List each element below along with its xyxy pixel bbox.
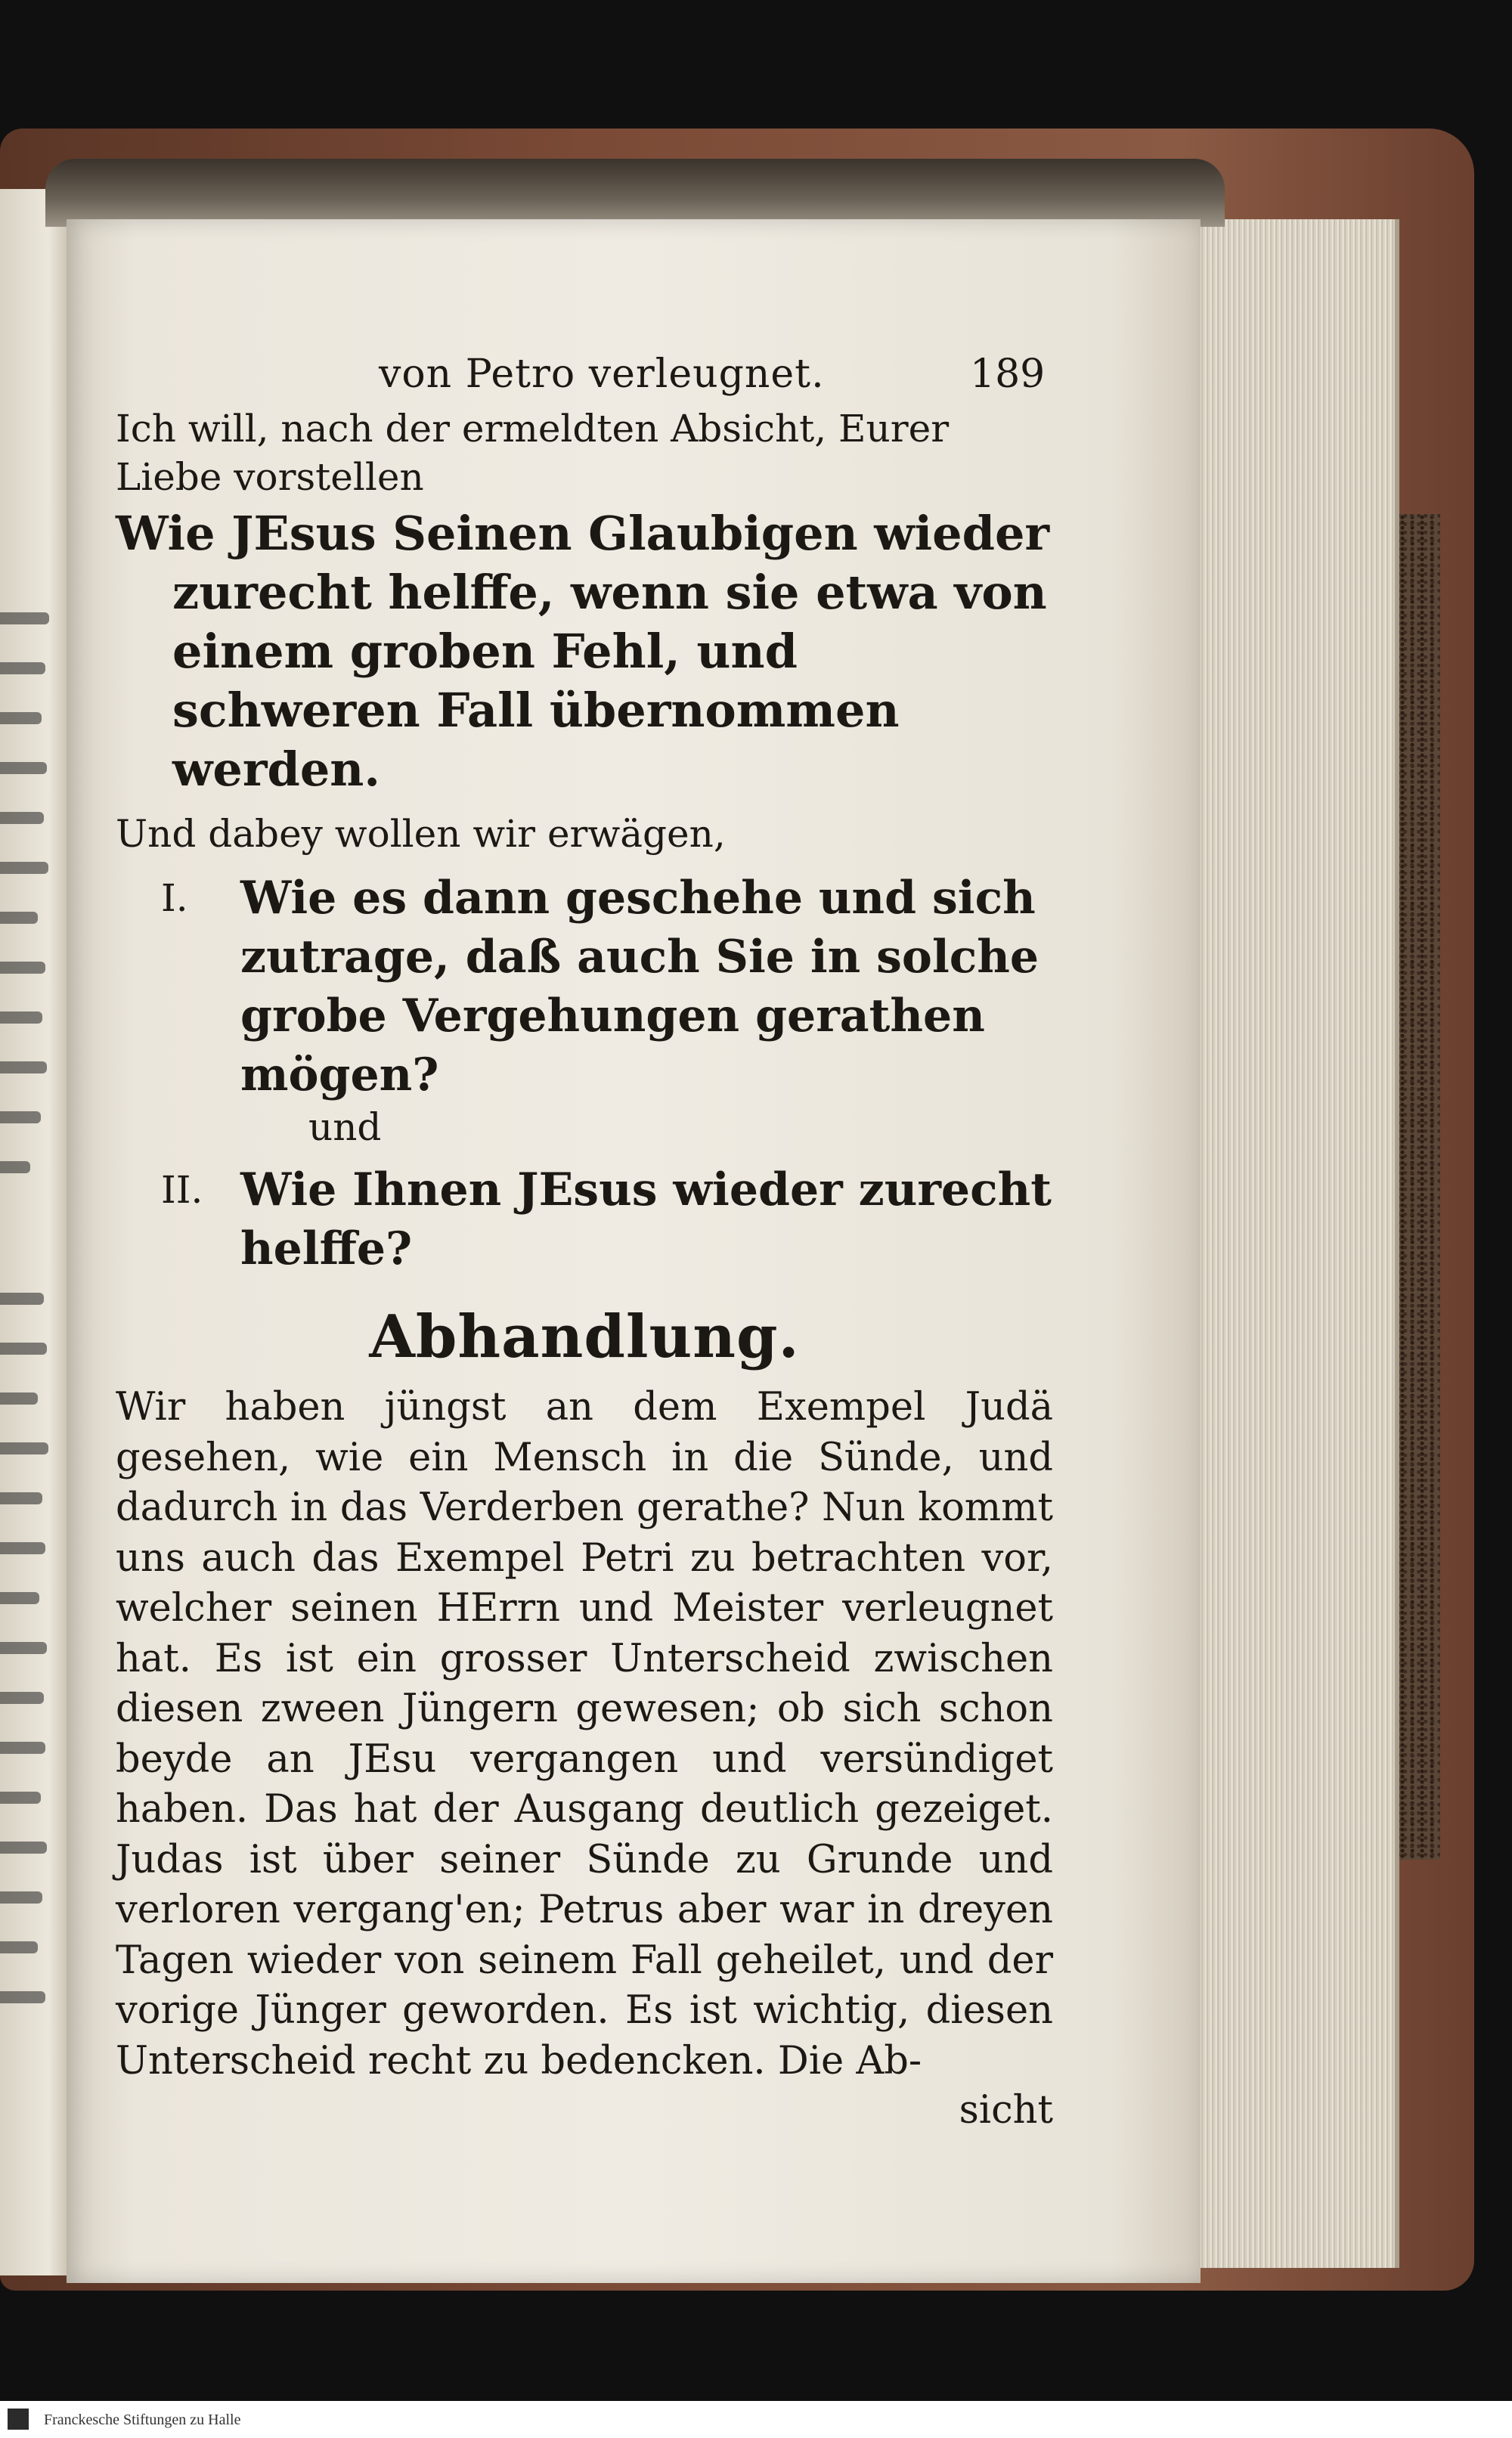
transition-line: Und dabey wollen wir erwägen, [116, 812, 726, 856]
book-page [67, 219, 1201, 2283]
page-number: 189 [970, 352, 1046, 397]
footer-bar [0, 2401, 1512, 2438]
point-number: II. [161, 1168, 203, 1212]
point-one [116, 869, 1053, 1104]
running-head [116, 352, 1053, 404]
running-title: von Petro verleugnet. [379, 352, 825, 397]
left-page-fragment [0, 189, 70, 2275]
institution-logo-icon [8, 2409, 29, 2430]
left-page-text-fragments [0, 612, 70, 2275]
page-body [116, 404, 1053, 2135]
page-top-shadow [45, 159, 1225, 227]
catchword: sicht [959, 2088, 1053, 2133]
point-two [116, 1160, 1053, 1278]
section-heading: Abhandlung. [369, 1303, 800, 1371]
page-edges [1198, 219, 1399, 2268]
point-text: Wie es dann geschehe und sich zutrage, daß auch Sie in solche grobe Vergehungen gerathen mögen? [240, 872, 1040, 1101]
footer-institution: Franckesche Stiftungen zu Halle [44, 2412, 241, 2428]
body-paragraph: Wir haben jüngst an dem Exempel Judä gesehen, wie ein Mensch in die Sünde, und dadurch in das Verderben gerathe? Nun kommt uns auch das Exempel Petri zu betrachten vor, welcher seinen HErrn und Meister verleugnet hat. Es ist ein grosser Unterscheid zwischen diesen zween Jüngern gewesen; ob sich schon beyde an JEsu vergangen und versündiget haben. Das hat der Ausgang deutlich gezeiget. Judas ist über seiner Sünde zu Grunde und verloren vergang'en; Petrus aber war in dreyen Tagen wieder von seinem Fall geheilet, und der vorige Jünger geworden. Es ist wichtig, diesen Unterscheid recht zu bedencken. Die Ab- [116, 1385, 1053, 2083]
and-word: und [308, 1105, 382, 1149]
point-text: Wie Ihnen JEsus wieder zurecht helffe? [240, 1163, 1052, 1275]
intro-sentence: Ich will, nach der ermeldten Absicht, Eurer Liebe vorstellen [116, 407, 950, 499]
page-text-block [116, 352, 1053, 2135]
sermon-theme [116, 504, 1053, 799]
sermon-theme-text: Wie JEsus Seinen Glaubigen wieder zurecht helffe, wenn sie etwa von einem groben Fehl, und schweren Fall übernommen werden. [116, 506, 1050, 797]
point-number: I. [161, 876, 188, 920]
